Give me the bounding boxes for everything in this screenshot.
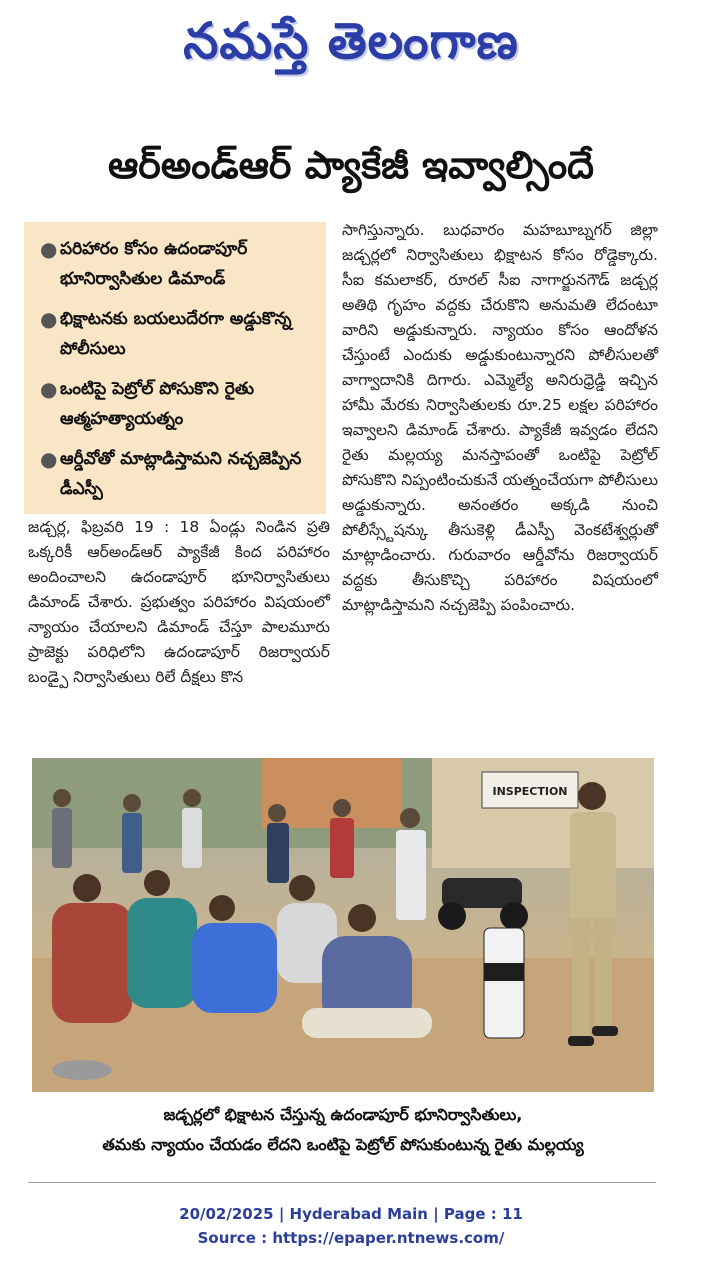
bullet-icon: ● bbox=[40, 237, 58, 261]
photo-caption bbox=[32, 1100, 654, 1160]
article-column-right bbox=[342, 218, 658, 618]
article-column-left bbox=[28, 515, 330, 690]
highlight-item bbox=[40, 304, 316, 364]
page-footer bbox=[0, 1202, 702, 1250]
highlight-text: ఆర్డీవోతో మాట్లాడిస్తామని నచ్చజెప్పిన డీఎస్పీ bbox=[60, 449, 302, 499]
highlight-item bbox=[40, 234, 316, 294]
bullet-icon: ● bbox=[40, 447, 58, 471]
highlights-box bbox=[24, 222, 326, 514]
caption-line: జడ్చర్లలో భిక్షాటన చేస్తున్న ఉదండాపూర్ భూనిర్వాసితులు, bbox=[163, 1105, 523, 1124]
article-headline: ఆర్అండ్ఆర్ ప్యాకేజీ ఇవ్వాల్సిందే bbox=[107, 143, 595, 187]
highlight-item bbox=[40, 444, 316, 504]
footer-divider bbox=[28, 1182, 656, 1183]
highlight-item bbox=[40, 374, 316, 434]
bullet-icon: ● bbox=[40, 377, 58, 401]
highlight-text: భిక్షాటనకు బయలుదేరగా అడ్డుకొన్న పోలీసులు bbox=[60, 309, 292, 359]
inspection-sign: INSPECTION bbox=[492, 785, 568, 798]
source-link[interactable]: Source : https://epaper.ntnews.com/ bbox=[197, 1229, 505, 1247]
article-paragraph: సాగిస్తున్నారు. బుధవారం మహబూబ్నగర్ జిల్లా జడ్చర్లలో నిర్వాసితులు భిక్షాటన కోసం రోడ్డెక్కారు. సీఐ కమలాకర్, రూరల్ సీఐ నాగార్జునగౌడ్ జడ్చర్ల అతిథి గృహం వద్దకు చేరుకొని అనుమతి లేదంటూ వారిని అడ్డుకున్నారు. న్యాయం కోసం ఆందోళన చేస్తుంటే ఎందుకు అడ్డుకుంటున్నారని పోలీసులతో వాగ్వాదానికి దిగారు. ఎమ్మెల్యే అనిరుధ్రెడ్డి ఇచ్చిన హామీ మేరకు నిర్వాసితులకు రూ.25 లక్షల పరిహారం ఇవ్వాలని డిమాండ్ చేశారు. ప్యాకేజీ ఇవ్వడం లేదని రైతు మల్లయ్య మనస్తాపంతో ఒంటిపై పెట్రోల్ పోసుకొని నిప్పంటించుకునే యత్నంచేయగా పోలీసులు అడ్డుకున్నారు. అనంతరం అక్కడి నుంచి పోలీస్స్టేషన్కు తీసుకెళ్లి డీఎస్పీ వెంకటేశ్వర్లుతో మాట్లాడించారు. గురువారం ఆర్డీవోను రిజర్వాయర్ వద్దకు తీసుకొచ్చి పరిహారం విషయంలో మాట్లాడిస్తామని నచ్చజెప్పి పంపించారు. bbox=[342, 221, 658, 614]
highlight-text: పరిహారం కోసం ఉదండాపూర్ భూనిర్వాసితుల డిమాండ్ bbox=[60, 239, 248, 289]
highlight-text: ఒంటిపై పెట్రోల్ పోసుకొని రైతు ఆత్మహత్యాయత్నం bbox=[60, 379, 254, 429]
edition-info: 20/02/2025 | Hyderabad Main | Page : 11 bbox=[179, 1205, 523, 1223]
caption-line: తమకు న్యాయం చేయడం లేదని ఒంటిపై పెట్రోల్ పోసుకుంటున్న రైతు మల్లయ్య bbox=[102, 1135, 584, 1154]
newspaper-masthead: నమస్తే తెలంగాణ bbox=[183, 12, 519, 70]
bullet-icon: ● bbox=[40, 307, 58, 331]
news-photo bbox=[32, 758, 654, 1092]
article-paragraph: జడ్చర్ల, ఫిబ్రవరి 19 : 18 ఏండ్లు నిండిన ప్రతి ఒక్కరికీ ఆర్అండ్ఆర్ ప్యాకేజీ కింద పరిహారం అందించాలని ఉదండాపూర్ భూనిర్వాసితులు డిమాండ్ చేశారు. ప్రభుత్వం పరిహారం విషయంలో న్యాయం చేయాలని డిమాండ్ చేస్తూ పాలమూరు ప్రాజెక్టు పరిధిలోని ఉదండాపూర్ రిజర్వాయర్ బండ్పై నిర్వాసితులు రిలే దీక్షలు కొన bbox=[28, 518, 330, 686]
protest-photo-illustration bbox=[32, 758, 654, 1092]
